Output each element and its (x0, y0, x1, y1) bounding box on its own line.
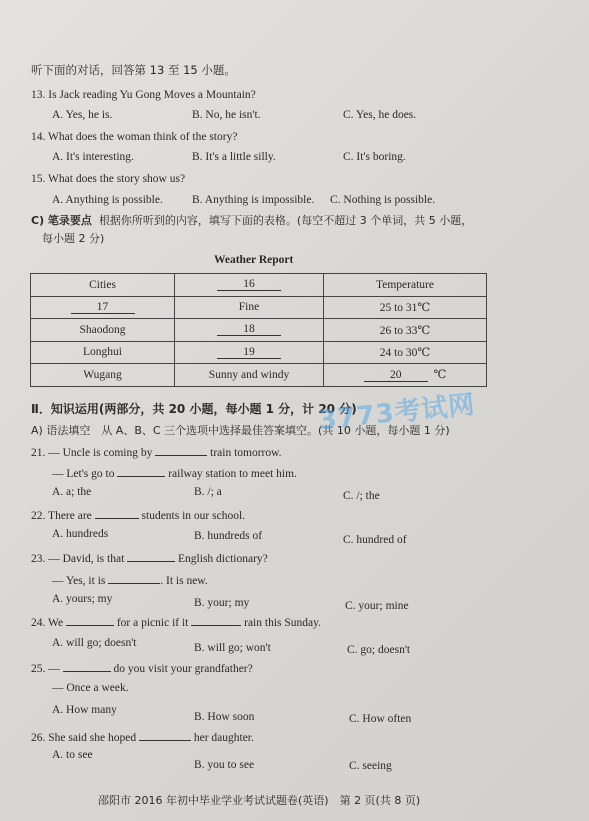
city-cell: Longhui (31, 341, 175, 364)
q14-option-a: A. It's interesting. (52, 151, 134, 163)
answer-blank (155, 444, 207, 456)
weather-table (30, 273, 487, 387)
listening-instruction: 听下面的对话，回答第 13 至 15 小题。 (31, 63, 236, 77)
weather-report-title: Weather Report (214, 254, 294, 266)
blank-17: 17 (31, 296, 175, 319)
blank-20: 20 ℃ (324, 364, 487, 387)
q21-option-b: B. /; a (194, 486, 222, 498)
q24-option-a: A. will go; doesn't (52, 637, 137, 649)
temperature-cell: 26 to 33℃ (324, 319, 487, 342)
q25-option-c: C. How often (349, 713, 412, 725)
q22-option-b: B. hundreds of (194, 530, 263, 542)
q25-line1: 25. — do you visit your grandfather? (31, 660, 253, 676)
table-row (31, 341, 487, 364)
header-cities: Cities (31, 274, 175, 297)
q23-line1: 23. — David, is that English dictionary? (31, 550, 268, 566)
weather-cell: Fine (175, 296, 324, 319)
page-footer: 邵阳市 2016 年初中毕业学业考试试题卷(英语) 第 2 页(共 8 页) (98, 794, 421, 807)
q21-line2: — Let's go to railway station to meet him. (52, 465, 297, 481)
city-cell: Wugang (31, 364, 175, 387)
q14-option-b: B. It's a little silly. (192, 151, 276, 163)
q24-option-c: C. go; doesn't (347, 644, 411, 656)
answer-blank (95, 507, 139, 519)
section-c-heading: C) 笔录要点 (31, 214, 92, 227)
q15-option-a: A. Anything is possible. (52, 194, 163, 206)
q21-option-c: C. /; the (343, 490, 380, 502)
q13-option-a: A. Yes, he is. (52, 109, 113, 121)
answer-blank (66, 614, 114, 626)
table-row (31, 296, 487, 319)
table-row (31, 364, 487, 387)
q14-option-c: C. It's boring. (343, 151, 406, 163)
answer-blank (127, 550, 175, 562)
q26-option-b: B. you to see (194, 759, 255, 771)
watermark-logo: 3773考试网 (317, 389, 477, 437)
table-row (31, 319, 487, 342)
temperature-cell: 24 to 30℃ (324, 341, 487, 364)
section-a-instruction: A) 语法填空 从 A、B、C 三个选项中选择最佳答案填空。(共 10 小题，每小题 1 分) (31, 424, 450, 437)
q25-line2: — Once a week. (52, 682, 129, 694)
q25-option-b: B. How soon (194, 711, 255, 723)
section-c-instruction (31, 214, 472, 228)
q23-option-c: C. your; mine (345, 600, 409, 612)
q25-option-a: A. How many (52, 704, 117, 716)
weather-cell: Sunny and windy (175, 364, 324, 387)
q13-option-b: B. No, he isn't. (192, 109, 261, 121)
q26-line1: 26. She said she hoped her daughter. (31, 729, 254, 745)
q13-option-c: C. Yes, he does. (343, 109, 417, 121)
q23-line2: — Yes, it is . It is new. (52, 572, 208, 588)
q22-option-c: C. hundred of (343, 534, 407, 546)
q21-line1: 21. — Uncle is coming by train tomorrow. (31, 444, 282, 460)
q26-option-c: C. seeing (349, 760, 392, 772)
q23-option-a: A. yours; my (52, 593, 113, 605)
blank-16: 16 (175, 274, 324, 297)
q26-option-a: A. to see (52, 749, 93, 761)
q14-stem: 14. What does the woman think of the story? (31, 131, 238, 143)
q22-line1: 22. There are students in our school. (31, 507, 245, 523)
blank-19: 19 (175, 341, 324, 364)
q13-stem: 13. Is Jack reading Yu Gong Moves a Mountain? (31, 89, 256, 101)
temperature-cell: 25 to 31℃ (324, 296, 487, 319)
q23-option-b: B. your; my (194, 597, 250, 609)
answer-blank (191, 614, 241, 626)
q21-option-a: A. a; the (52, 486, 92, 498)
section-c-points: 每小题 2 分) (42, 232, 105, 245)
blank-18: 18 (175, 319, 324, 342)
section-c-text: 根据你所听到的内容，填写下面的表格。(每空不超过 3 个单词，共 5 小题， (98, 214, 473, 227)
header-temperature: Temperature (324, 274, 487, 297)
answer-blank (63, 660, 111, 672)
table-row (31, 274, 487, 297)
q15-stem: 15. What does the story show us? (31, 173, 186, 185)
q22-option-a: A. hundreds (52, 528, 109, 540)
city-cell: Shaodong (31, 319, 175, 342)
answer-blank (108, 572, 160, 584)
q24-line1: 24. We for a picnic if it rain this Sunday. (31, 614, 321, 630)
part-2-title: Ⅱ．知识运用(两部分，共 20 小题，每小题 1 分，计 20 分) (31, 402, 357, 416)
q15-option-b: B. Anything is impossible. (192, 194, 315, 206)
q24-option-b: B. will go; won't (194, 642, 271, 654)
q15-option-c: C. Nothing is possible. (330, 194, 436, 206)
answer-blank (117, 465, 165, 477)
answer-blank (139, 729, 191, 741)
